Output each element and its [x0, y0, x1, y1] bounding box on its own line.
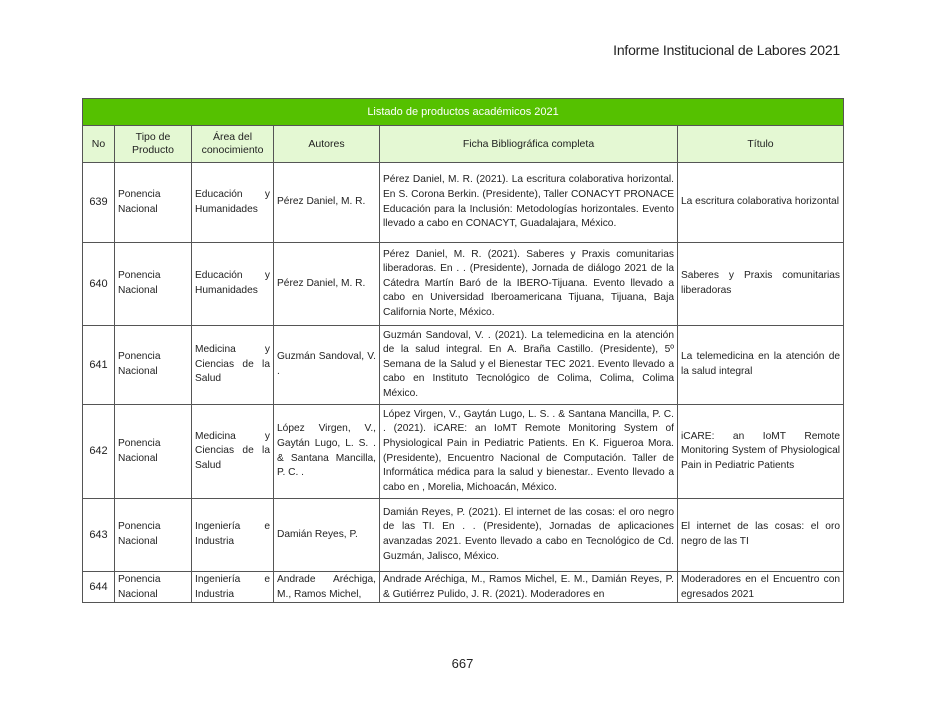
cell-tipo: Ponencia Nacional [115, 405, 192, 499]
cell-no: 639 [83, 163, 115, 243]
cell-tipo: Ponencia Nacional [115, 499, 192, 572]
table-caption: Listado de productos académicos 2021 [83, 99, 844, 126]
cell-ficha: Damián Reyes, P. (2021). El internet de las cosas: el oro negro de las TI. En . . (Presidente), Jornadas de aplicaciones avanzadas 2021. Evento llevado a cabo en Tecnológico de Cd. Guzmán, Jalisco, México. [380, 499, 678, 572]
table-row [83, 163, 844, 243]
cell-no: 642 [83, 405, 115, 499]
cell-autores: Pérez Daniel, M. R. [274, 243, 380, 326]
cell-ficha: Guzmán Sandoval, V. . (2021). La telemedicina en la atención de la salud integral. En A. Braña Castillo. (Presidente), 5º Semana de la Salud y el Bienestar TEC 2021. Evento llevado a cabo en Instituto Tecnológico de Colima, Colima, Colima México. [380, 326, 678, 405]
academic-products-table [82, 98, 844, 603]
cell-ficha: Andrade Aréchiga, M., Ramos Michel, E. M., Damián Reyes, P. & Gutiérrez Pulido, J. R. (2021). Moderadores en [380, 572, 678, 603]
cell-autores: Pérez Daniel, M. R. [274, 163, 380, 243]
running-header: Informe Institucional de Labores 2021 [613, 42, 840, 58]
cell-area: Educación y Humanidades [192, 243, 274, 326]
cell-ficha: Pérez Daniel, M. R. (2021). Saberes y Praxis comunitarias liberadoras. En . . (Presidente), Jornada de diálogo 2021 de la Cátedra Martín Baró de la IBERO-Tijuana. Evento llevado a cabo en Universidad Iberoamericana Tijuana, Tijuana, Baja California Norte, México. [380, 243, 678, 326]
cell-autores: López Virgen, V., Gaytán Lugo, L. S. . & Santana Mancilla, P. C. . [274, 405, 380, 499]
cell-titulo: La escritura colaborativa horizontal [678, 163, 844, 243]
column-header-ficha: Ficha Bibliográfica completa [380, 126, 678, 163]
table-row [83, 405, 844, 499]
cell-titulo: iCARE: an IoMT Remote Monitoring System of Physiological Pain in Pediatric Patients [678, 405, 844, 499]
cell-area: Medicina y Ciencias de la Salud [192, 405, 274, 499]
cell-no: 643 [83, 499, 115, 572]
page-number: 667 [451, 656, 474, 671]
cell-no: 640 [83, 243, 115, 326]
column-headers [83, 126, 844, 163]
column-header-titulo: Título [678, 126, 844, 163]
column-header-area: Área del conocimiento [192, 126, 274, 163]
cell-tipo: Ponencia Nacional [115, 163, 192, 243]
cell-titulo: La telemedicina en la atención de la salud integral [678, 326, 844, 405]
cell-ficha: Pérez Daniel, M. R. (2021). La escritura colaborativa horizontal. En S. Corona Berkin. (Presidente), Taller CONACYT PRONACE Educación para la Inclusión: Metodologías horizontales. Evento llevado a cabo en CONACYT, Guadalajara, México. [380, 163, 678, 243]
cell-autores: Damián Reyes, P. [274, 499, 380, 572]
table-row [83, 243, 844, 326]
table-row [83, 572, 844, 603]
table-row [83, 326, 844, 405]
cell-no: 641 [83, 326, 115, 405]
cell-tipo: Ponencia Nacional [115, 243, 192, 326]
table-row [83, 499, 844, 572]
cell-titulo: Saberes y Praxis comunitarias liberadoras [678, 243, 844, 326]
cell-titulo: Moderadores en el Encuentro con egresados 2021 [678, 572, 844, 603]
column-header-no: No [83, 126, 115, 163]
cell-no: 644 [83, 572, 115, 603]
cell-area: Ingeniería e Industria [192, 572, 274, 603]
cell-tipo: Ponencia Nacional [115, 572, 192, 603]
cell-titulo: El internet de las cosas: el oro negro de las TI [678, 499, 844, 572]
cell-autores: Guzmán Sandoval, V. . [274, 326, 380, 405]
cell-autores: Andrade Aréchiga, M., Ramos Michel, [274, 572, 380, 603]
cell-area: Medicina y Ciencias de la Salud [192, 326, 274, 405]
cell-ficha: López Virgen, V., Gaytán Lugo, L. S. . & Santana Mancilla, P. C. . (2021). iCARE: an IoMT Remote Monitoring System of Physiological Pain in Pediatric Patients. En K. Figueroa Mora. (Presidente), Encuentro Nacional de Computación. Taller de Informática médica para la salud y bienestar.. Evento llevado a cabo en , Morelia, Michoacán, México. [380, 405, 678, 499]
cell-tipo: Ponencia Nacional [115, 326, 192, 405]
cell-area: Educación y Humanidades [192, 163, 274, 243]
cell-area: Ingeniería e Industria [192, 499, 274, 572]
column-header-tipo: Tipo de Producto [115, 126, 192, 163]
column-header-autores: Autores [274, 126, 380, 163]
